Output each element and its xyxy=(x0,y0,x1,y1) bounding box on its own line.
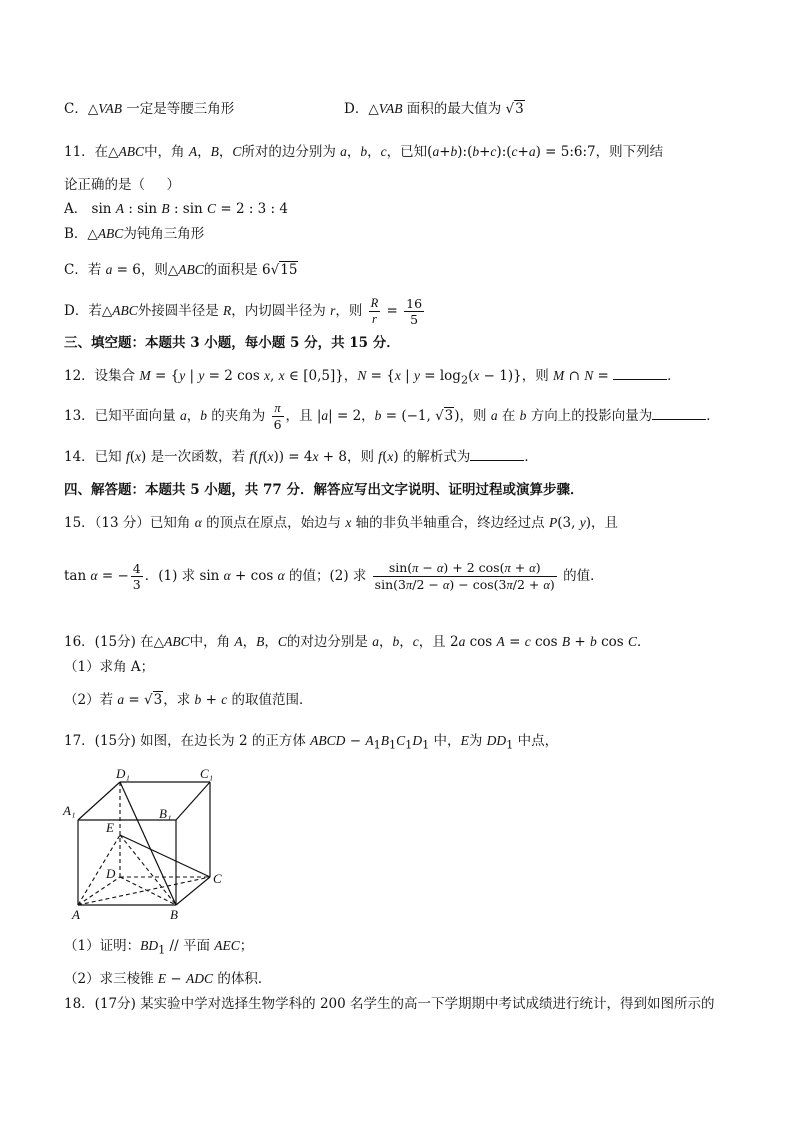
q15-line1: 15．（13 分）已知角 α 的顶点在原点，始边与 x 轴的非负半轴重合，终边经过点 P(3, y)，且 xyxy=(64,515,618,531)
q17-stem: 17．(15分) 如图，在边长为 2 的正方体 ABCD − $A_1B_1C_1D_1$ 中，E为 $DD_1$ 中点， xyxy=(64,733,559,752)
q16-part2: （2）若 a = √3，求 b + c 的取值范围． xyxy=(64,692,313,708)
label-d: D xyxy=(106,866,116,881)
q16-stem: 16．(15分) 在△ABC中，角 A，B，C的对边分别是 a，b，c，且 2a cos A = c cos B + b cos C． xyxy=(64,634,651,650)
label-b: B xyxy=(170,907,178,922)
q10-option-c: C．△VAB 一定是等腰三角形 xyxy=(64,101,235,117)
label-c: C xyxy=(213,871,222,886)
label-c1: C₁ xyxy=(200,766,214,781)
q17-part2: （2）求三棱锥 E − ADC 的体积． xyxy=(64,971,272,987)
q11-option-d: D．若△ABC外接圆半径是 R，内切圆半径为 r，则 $\frac{R}{r}$ = $\frac{16}{5}$ xyxy=(64,296,423,327)
label-d1: D₁ xyxy=(116,766,130,781)
q11-stem-line1: 11．在△ABC中，角 A，B，C所对的边分别为 a，b，c，已知(a+b):(b+c):(c+a) = 5:6:7，则下列结 xyxy=(64,144,664,160)
label-a: A xyxy=(72,907,80,922)
section-3-heading: 三、填空题：本题共 3 小题，每小题 5 分，共 15 分． xyxy=(64,335,400,351)
label-b1: B₁ xyxy=(159,806,172,821)
q10-option-d: D．△VAB 面积的最大值为 √3 xyxy=(344,101,524,117)
q12: 12．设集合 M = {y | y = 2 cos x, x ∈ [0,5]}，N = {x | $y = \log_2(x - 1)$}，则 M ∩ N = ． xyxy=(64,365,681,391)
q11-option-c: C．若 a = 6，则△ABC的面积是 6√15 xyxy=(64,262,298,278)
q11-option-b: B．△ABC为钝角三角形 xyxy=(64,226,205,242)
q11-option-a: A． sin A : sin B : sin C = 2 : 3 : 4 xyxy=(64,201,288,217)
q13: 13．已知平面向量 a，b 的夹角为 $\frac{\pi}{6}$ ，且 |a| = 2，b = (−1, √3)，则 a 在 b 方向上的投影向量为 ． xyxy=(64,401,720,432)
q11-stem-line2: 论正确的是（ ） xyxy=(64,177,180,193)
label-e: E xyxy=(106,820,114,835)
cube-figure xyxy=(60,765,240,925)
q14: 14．已知 f(x) 是一次函数，若 f(f(x)) = 4x + 8，则 f(x) 的解析式为 ． xyxy=(64,446,538,467)
q16-part1: （1）求角 A； xyxy=(64,659,155,675)
q18-stem: 18．(17分) 某实验中学对选择生物学科的 200 名学生的高一下学期期中考试成绩进行统计，得到如图所示的 xyxy=(64,996,715,1012)
label-a1: A₁ xyxy=(63,803,76,818)
q15-line2: tan α = − $\frac{4}{3}$ ．(1) 求 sin α + cos α 的值；(2) 求 $\frac{\sin(\pi - \alpha) + 2 \cos(\pi + \alpha)}{\sin(3\pi/2 - \alpha) - \cos(3\pi/2 + \alpha)}$ 的值． xyxy=(64,560,604,592)
q17-part1: （1）证明：$BD_1$ // 平面 AEC； xyxy=(64,938,254,957)
section-4-heading: 四、解答题：本题共 5 小题，共 77 分．解答应写出文字说明、证明过程或演算步骤． xyxy=(64,482,584,498)
